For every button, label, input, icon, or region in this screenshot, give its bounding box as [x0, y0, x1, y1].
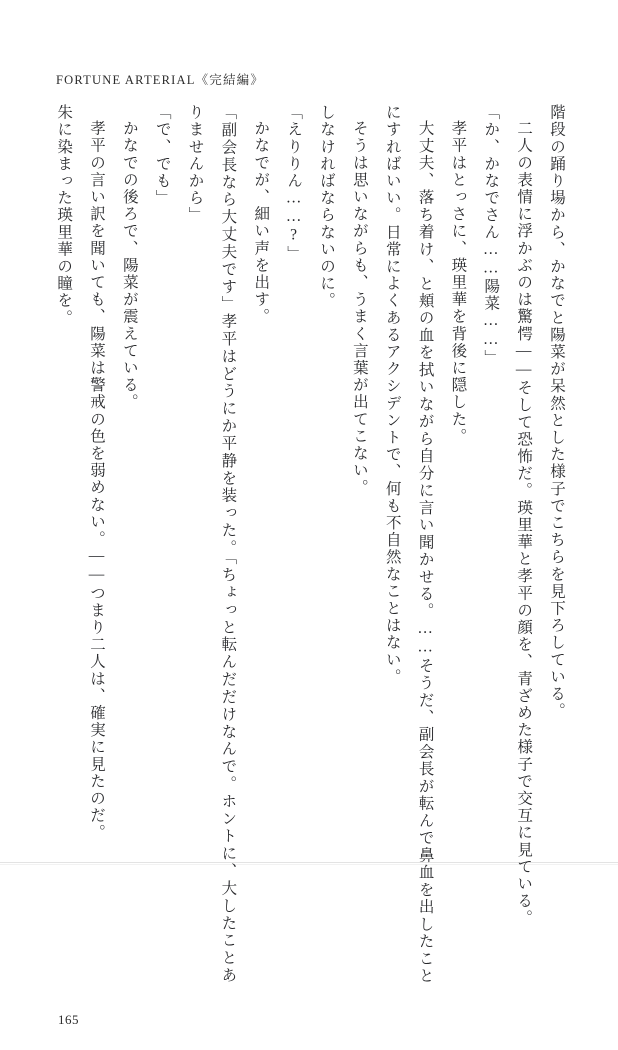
paragraph: かなでが、細い声を出す。: [252, 119, 270, 325]
paragraph: 孝平はとっさに、瑛里華を背後に隠した。: [449, 119, 467, 445]
paragraph: しなければならないのに。: [317, 104, 335, 310]
paragraph: 「か、かなでさん……陽菜……」: [482, 104, 500, 367]
paragraph: 階段の踊り場から、かなでと陽菜が呆然とした様子でこちらを見下ろしている。: [548, 104, 565, 720]
paragraph: 「副会長なら大丈夫です」孝平はどうにか平静を装った。「ちょっと転んだだけなんで。ホントに、大したことありませんから」: [186, 104, 237, 984]
paragraph: 大丈夫、落ち着け、と頬の血を拭いながら自分に言い聞かせる。……そうだ、副会長が転んで鼻血を出したことにすればいい。日常によくあるアクシデントで、何も不自然なことはない。: [383, 104, 434, 984]
paragraph: 二人の表情に浮かぶのは驚愕――そして恐怖だ。瑛里華と孝平の顔を、青ざめた様子で交互に見ている。: [515, 119, 533, 927]
paragraph: 「で、でも」: [153, 104, 171, 207]
paragraph: 孝平の言い訳を聞いても、陽菜は警戒の色を弱めない。――つまり二人は、確実に見たのだ。: [87, 119, 105, 841]
paragraph: 「えりりん……?」: [285, 104, 303, 263]
novel-body-text: [52, 104, 572, 984]
page-number: 165: [58, 1012, 79, 1027]
paragraph: そうは思いながらも、うまく言葉が出てこない。: [350, 119, 368, 496]
paragraph: 朱に染まった瑛里華の瞳を。: [55, 104, 73, 327]
running-head: FORTUNE ARTERIAL《完結編》: [56, 73, 265, 87]
paragraph: かなでの後ろで、陽菜が震えている。: [120, 119, 138, 411]
